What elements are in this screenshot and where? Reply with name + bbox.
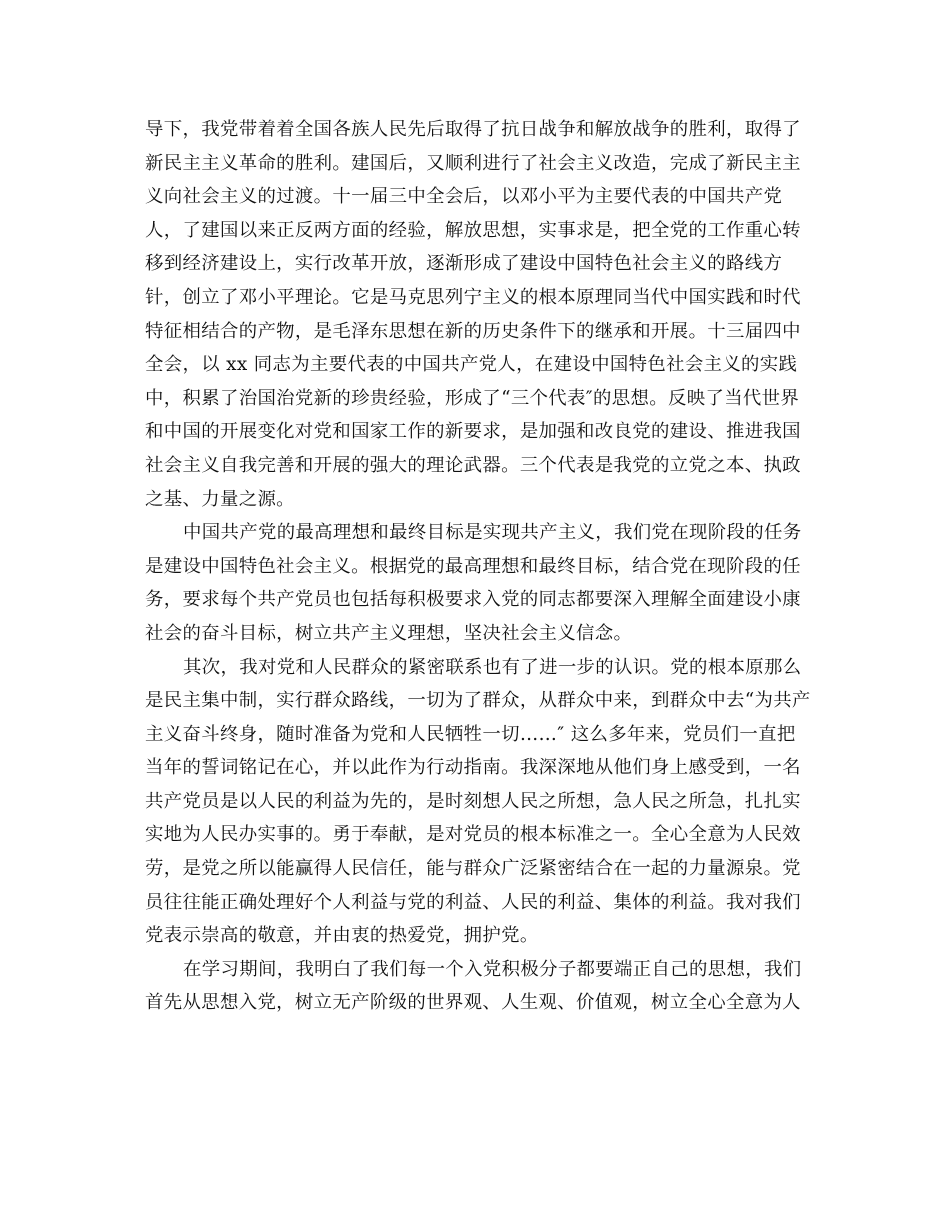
text-line: 实地为人民办实事的。勇于奉献，是对党员的根本标准之一。全心全意为人民效 [145, 824, 801, 846]
text-line: 劳，是党之所以能赢得人民信任，能与群众广泛紧密结合在一起的力量源泉。党 [145, 858, 801, 880]
text-line: 和中国的开展变化对党和国家工作的新要求，是加强和改良党的建设、推进我国 [145, 421, 801, 443]
text-line: 新民主主义革命的胜利。建国后，又顺利进行了社会主义改造，完成了新民主主 [145, 152, 801, 174]
text-line: 首先从思想入党，树立无产阶级的世界观、人生观、价值观，树立全心全意为人 [145, 992, 801, 1014]
paragraph-first-line: 其次，我对党和人民群众的紧密联系也有了进一步的认识。党的根本原那么 [183, 656, 802, 678]
text-line: 是建设中国特色社会主义。根据党的最高理想和最终目标，结合党在现阶段的任 [145, 555, 801, 577]
text-line: 针，创立了邓小平理论。它是马克思列宁主义的根本原理同当代中国实践和时代 [145, 286, 801, 308]
text-line: 社会的奋斗目标，树立共产主义理想，坚决社会主义信念。 [145, 622, 633, 644]
text-line: 中，积累了治国治党新的珍贵经验，形成了“三个代表″的思想。反映了当代世界 [145, 387, 800, 409]
text-line: 务，要求每个共产党员也包括每积极要求入党的同志都要深入理解全面建设小康 [145, 589, 801, 611]
text-line: 当年的誓词铭记在心，并以此作为行动指南。我深深地从他们身上感受到，一名 [145, 757, 801, 779]
text-line: 是民主集中制，实行群众路线，一切为了群众，从群众中来，到群众中去“为共产 [145, 690, 811, 712]
text-line: 员往往能正确处理好个人利益与党的利益、人民的利益、集体的利益。我对我们 [145, 891, 801, 913]
paragraph-first-line: 中国共产党的最高理想和最终目标是实现共产主义，我们党在现阶段的任务 [183, 522, 802, 544]
text-line: 之基、力量之源。 [145, 488, 295, 510]
text-line: 全会，以 xx 同志为主要代表的中国共产党人，在建设中国特色社会主义的实践 [145, 354, 798, 376]
text-line: 党表示崇高的敬意，并由衷的热爱党，拥护党。 [145, 925, 539, 947]
text-line: 共产党员是以人民的利益为先的，是时刻想人民之所想，急人民之所急，扎扎实 [145, 790, 801, 812]
text-line: 社会主义自我完善和开展的强大的理论武器。三个代表是我党的立党之本、执政 [145, 454, 801, 476]
paragraph-first-line: 在学习期间，我明白了我们每一个入党积极分子都要端正自己的思想，我们 [183, 958, 802, 980]
document-body [145, 113, 810, 1020]
text-line: 移到经济建设上，实行改革开放，逐渐形成了建设中国特色社会主义的路线方 [145, 253, 783, 275]
text-line: 义向社会主义的过渡。十一届三中全会后，以邓小平为主要代表的中国共产党 [145, 186, 783, 208]
text-line: 导下，我党带着着全国各族人民先后取得了抗日战争和解放战争的胜利，取得了 [145, 119, 801, 140]
text-line: 主义奋斗终身，随时准备为党和人民牺牲一切……″ 这么多年来，党员们一直把 [145, 723, 796, 745]
text-line: 人，了建国以来正反两方面的经验，解放思想，实事求是，把全党的工作重心转 [145, 219, 801, 241]
text-line: 特征相结合的产物，是毛泽东思想在新的历史条件下的继承和开展。十三届四中 [145, 320, 801, 342]
